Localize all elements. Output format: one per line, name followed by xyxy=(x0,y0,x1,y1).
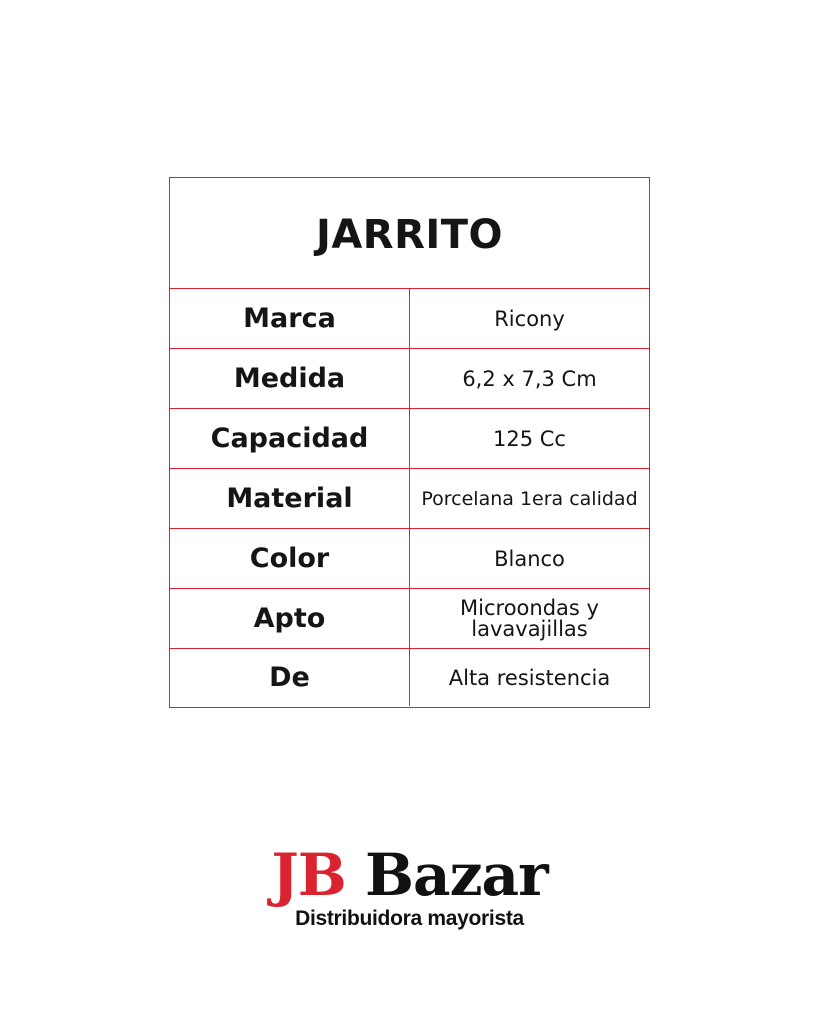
logo-wordmark xyxy=(0,838,819,912)
table-row-color xyxy=(170,529,649,589)
row-label: Apto xyxy=(170,589,410,648)
row-value: Blanco xyxy=(494,546,565,571)
jb-bazar-logo xyxy=(0,838,819,931)
row-label: De xyxy=(170,649,410,706)
row-value-line: lavavajillas xyxy=(471,616,588,641)
table-row-material xyxy=(170,469,649,529)
logo-jb-text: JB xyxy=(271,841,346,909)
table-row-marca xyxy=(170,289,649,349)
logo-tagline: Distribuidora mayorista xyxy=(295,907,524,930)
logo-bazar-text: Bazar xyxy=(364,841,548,909)
table-title-cell xyxy=(170,178,649,289)
table-row-apto xyxy=(170,589,649,649)
row-value xyxy=(410,589,649,648)
row-value: Ricony xyxy=(494,306,565,331)
row-label: Medida xyxy=(170,349,410,408)
row-value: 6,2 x 7,3 Cm xyxy=(462,366,597,391)
row-label: Capacidad xyxy=(170,409,410,468)
spec-table xyxy=(169,177,650,708)
row-value: Porcelana 1era calidad xyxy=(421,487,638,510)
table-row-de xyxy=(170,649,649,706)
row-value: Alta resistencia xyxy=(448,665,611,690)
row-value: 125 Cc xyxy=(493,426,566,451)
row-label: Color xyxy=(170,529,410,588)
table-row-capacidad xyxy=(170,409,649,469)
table-row-medida xyxy=(170,349,649,409)
product-title: JARRITO xyxy=(315,212,504,258)
row-label: Marca xyxy=(170,289,410,348)
row-value-line: Microondas y xyxy=(460,595,599,620)
row-label: Material xyxy=(170,469,410,528)
